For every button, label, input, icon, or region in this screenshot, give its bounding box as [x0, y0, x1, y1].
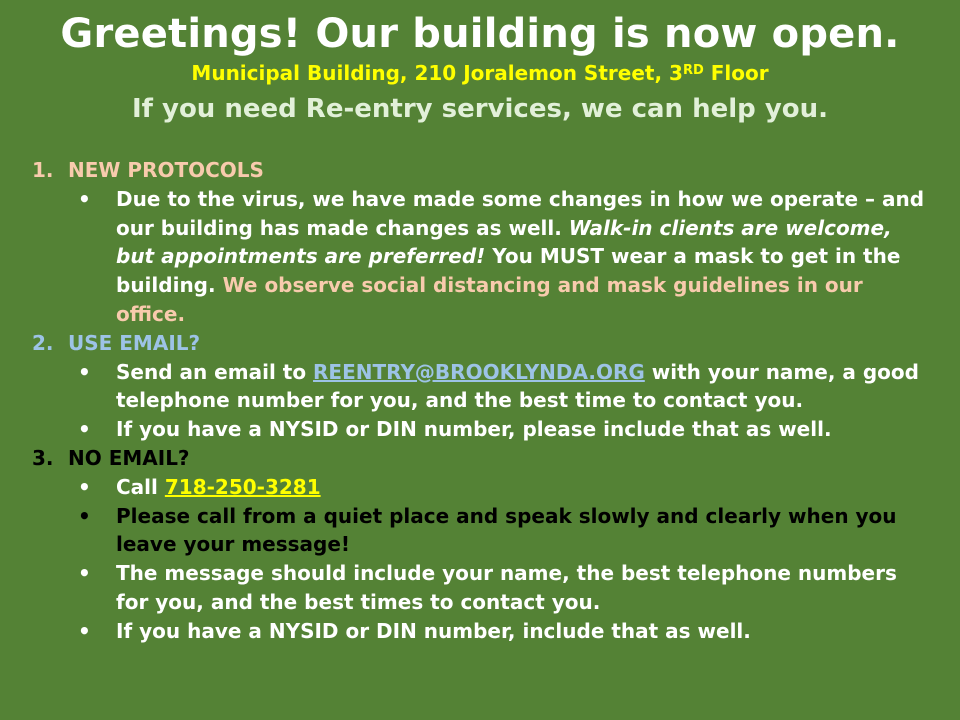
mask-requirement: You MUST wear a mask to get in the building. — [116, 244, 901, 298]
list-item — [32, 415, 932, 444]
address-tail: Floor — [703, 61, 769, 85]
section-title: NEW PROTOCOLS — [68, 158, 264, 182]
list-item — [32, 185, 932, 329]
bullet-icon: • — [78, 561, 91, 586]
help-subtitle: If you need Re-entry services, we can help you. — [131, 94, 829, 124]
address-ordinal: RD — [682, 63, 704, 78]
bullet-icon: • — [78, 186, 91, 211]
phone-link[interactable]: 718-250-3281 — [164, 474, 321, 499]
section-title: USE EMAIL? — [68, 330, 201, 355]
section-heading-use-email — [32, 329, 932, 358]
email-intro: Send an email to — [116, 359, 314, 384]
list-item — [32, 473, 932, 502]
bullet-icon: • — [78, 417, 91, 442]
page-title: Greetings! Our building is now open. — [60, 11, 900, 57]
bullet-icon: • — [78, 359, 91, 384]
bullet-icon: • — [78, 474, 91, 499]
section-heading-no-email — [32, 444, 932, 473]
nysid-note: If you have a NYSID or DIN number, include that as well. — [116, 618, 751, 643]
list-item — [32, 358, 932, 416]
section-number: 2. — [32, 330, 54, 355]
message-content-note: The message should include your name, the best telephone numbers for you, and the best times to contact you. — [116, 561, 897, 614]
section-heading-new-protocols — [32, 156, 932, 185]
building-address — [0, 60, 960, 86]
quiet-place-note: Please call from a quiet place and speak slowly and clearly when you leave your message! — [116, 503, 897, 557]
content-list — [32, 156, 932, 646]
section-number: 3. — [32, 445, 54, 470]
list-item — [32, 559, 932, 617]
section-number: 1. — [32, 158, 54, 182]
email-link[interactable]: REENTRY@BROOKLYNDA.ORG — [313, 359, 645, 384]
nysid-note: If you have a NYSID or DIN number, please include that as well. — [116, 417, 832, 442]
distancing-notice: We observe social distancing and mask guidelines in our office. — [116, 273, 863, 326]
email-instructions: with your name, a good telephone number for you, and the best time to contact you. — [116, 359, 919, 413]
bullet-icon: • — [78, 618, 91, 643]
address-main: Municipal Building, 210 Joralemon Street, 3 — [191, 61, 683, 85]
protocol-text: Due to the virus, we have made some changes in how we operate – and our building has made changes as well. — [116, 186, 925, 240]
list-item — [32, 617, 932, 646]
call-intro: Call — [116, 474, 165, 499]
section-title: NO EMAIL? — [68, 445, 190, 470]
walk-in-notice: Walk-in clients are welcome, but appointments are preferred! — [116, 215, 892, 269]
list-item — [32, 502, 932, 560]
bullet-icon: • — [78, 503, 91, 528]
